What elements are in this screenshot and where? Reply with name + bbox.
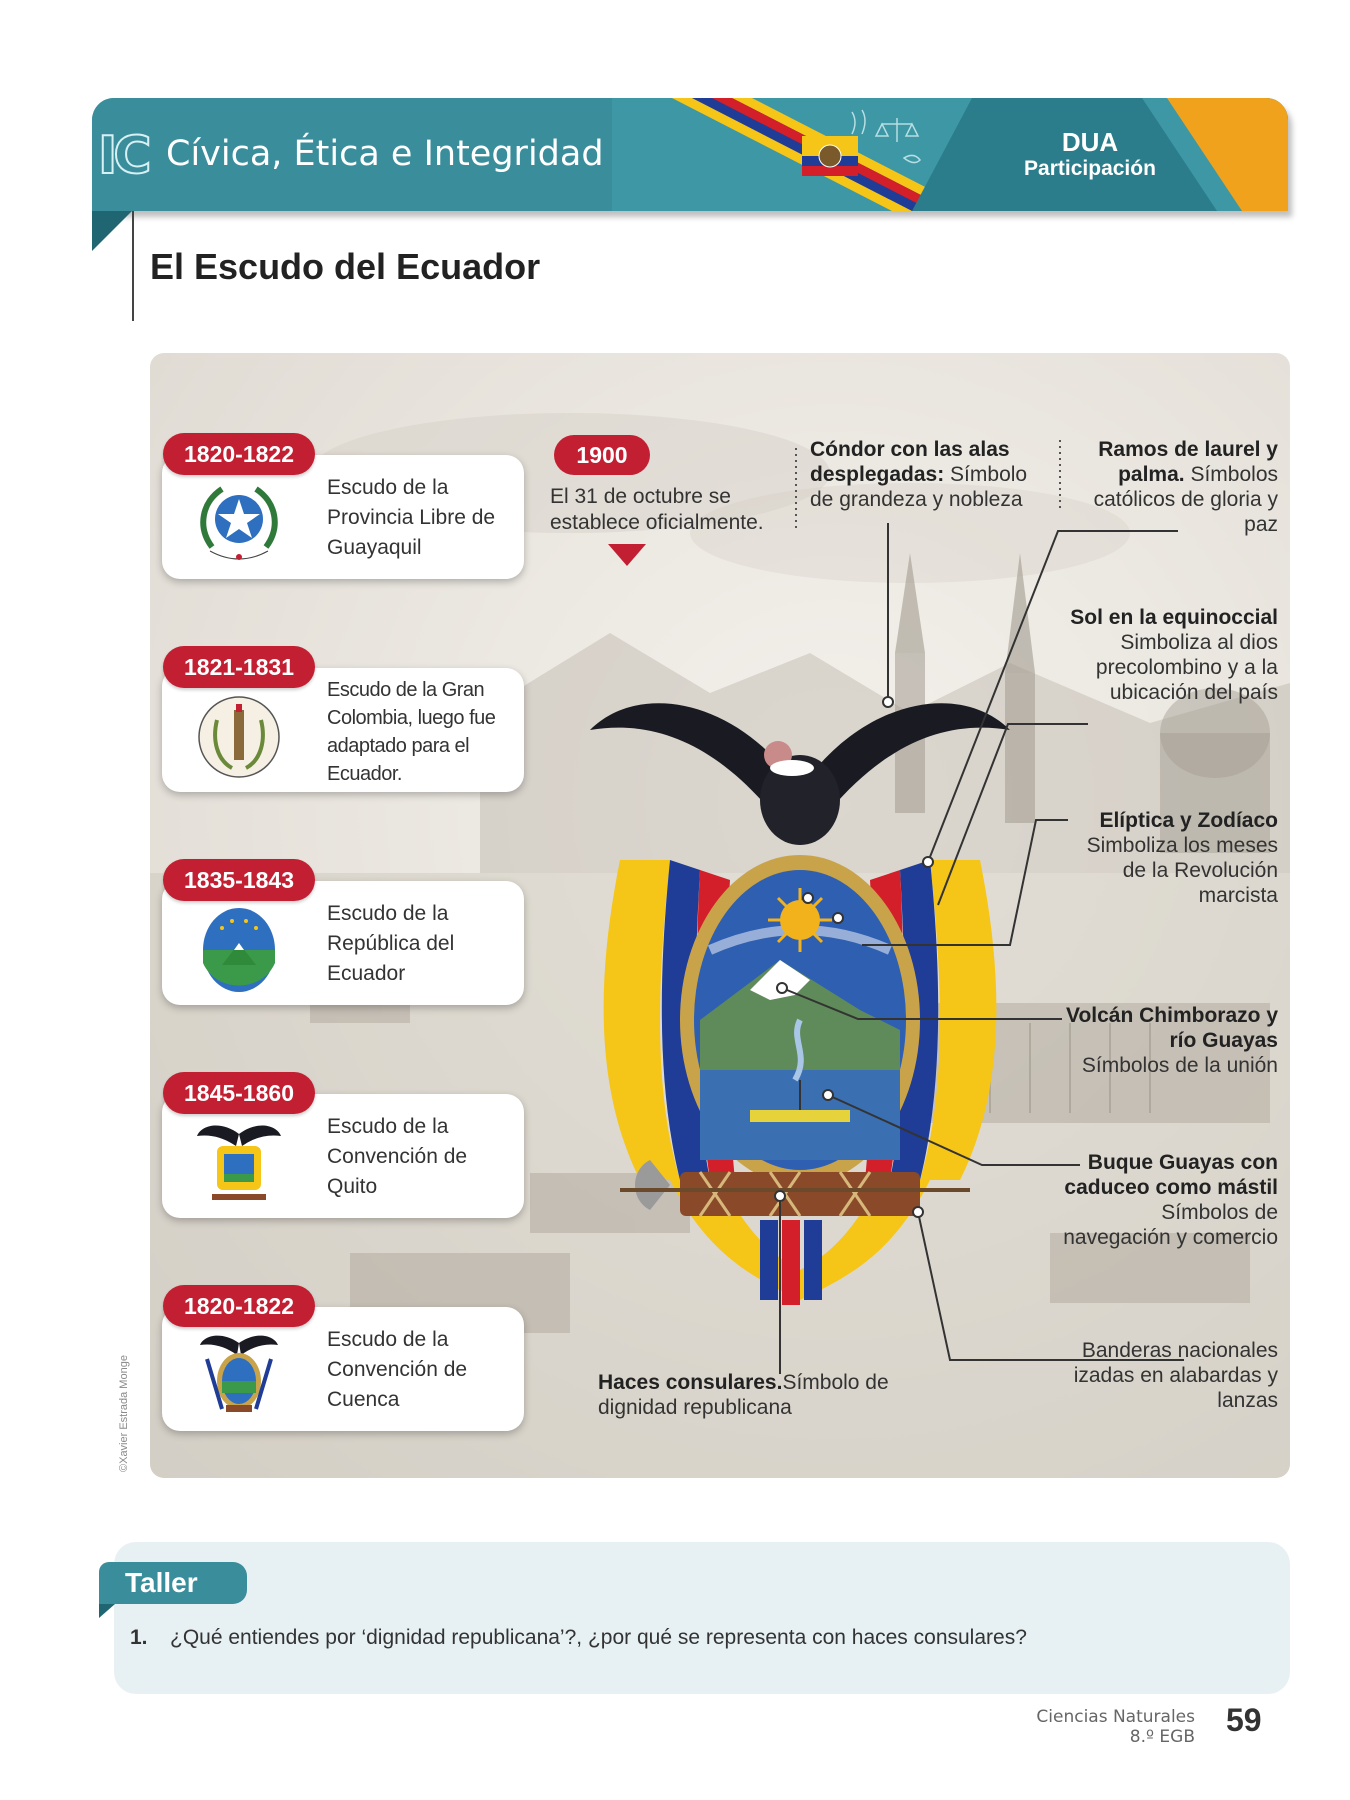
label-volcan-title: Volcán Chimborazo y río Guayas <box>1066 1004 1278 1052</box>
label-eliptica <box>1060 808 1278 908</box>
label-volcan-desc: Símbolos de la unión <box>1081 1054 1278 1077</box>
taller-tab: Taller <box>99 1562 247 1604</box>
convencion-cuenca-shield-icon <box>192 1329 286 1423</box>
timeline-card-4-text: Escudo de la Convención de Quito <box>327 1115 468 1198</box>
label-condor-title: Cóndor con las alas desplegadas: <box>810 438 1010 486</box>
label-buque-desc: Símbolos de navegación y comercio <box>1063 1201 1278 1249</box>
down-arrow-icon <box>608 544 646 566</box>
ic-logo: IC <box>98 126 148 186</box>
label-ramos-desc: Símbolos católicos de gloria y paz <box>1093 463 1278 536</box>
timeline-year-5: 1820-1822 <box>163 1285 315 1327</box>
label-buque-title: Buque Guayas con caduceo como mástil <box>1064 1151 1278 1199</box>
label-eliptica-title: Elíptica y Zodíaco <box>1099 809 1278 832</box>
timeline-year-4: 1845-1860 <box>163 1072 315 1114</box>
question-number: 1. <box>130 1626 148 1649</box>
timeline-card-3-text: Escudo de la República del Ecuador <box>327 902 455 985</box>
label-sol-title: Sol en la equinoccial <box>1070 606 1278 629</box>
participation-text: Participación <box>1024 157 1156 180</box>
label-banderas-desc: Banderas nacionales izadas en alabardas y lanzas <box>1073 1339 1278 1412</box>
label-banderas <box>1072 1338 1278 1413</box>
footer-subject-name: Ciencias Naturales <box>1036 1707 1195 1727</box>
image-credit: ©Xavier Estrada Monge <box>118 1355 130 1472</box>
label-haces-desc: Símbolo de dignidad republicana <box>598 1371 889 1419</box>
label-ramos <box>1070 437 1278 537</box>
timeline-year-2: 1821-1831 <box>163 646 315 688</box>
timeline-card-2-text: Escudo de la Gran Colombia, luego fue adaptado para el Ecuador. <box>327 679 496 785</box>
page-title: El Escudo del Ecuador <box>150 246 541 287</box>
taller-tab-fold <box>99 1604 115 1618</box>
gran-colombia-shield-icon <box>192 690 286 784</box>
official-year-text: El 31 de octubre se establece oficialmente. <box>550 485 764 534</box>
taller-box <box>114 1542 1290 1694</box>
section-title: Cívica, Ética e Integridad <box>166 134 604 174</box>
question-text: ¿Qué entiendes por ‘dignidad republicana’?, ¿por qué se representa con haces consulares? <box>170 1626 1027 1649</box>
label-haces-title: Haces consulares. <box>598 1371 783 1394</box>
timeline-card-1-text: Escudo de la Provincia Libre de Guayaquil <box>327 476 496 559</box>
timeline-card-5-text: Escudo de la Convención de Cuenca <box>327 1328 468 1411</box>
dua-text: DUA <box>1061 127 1119 157</box>
label-volcan <box>1058 1003 1278 1078</box>
label-haces <box>598 1370 908 1420</box>
label-sol <box>1060 605 1278 705</box>
label-sol-desc: Simboliza al dios precolombino y a la ubicación del país <box>1095 631 1278 704</box>
convencion-quito-shield-icon <box>192 1116 286 1210</box>
official-year-badge: 1900 <box>554 435 650 475</box>
label-condor-desc: Símbolo de grandeza y nobleza <box>810 463 1028 511</box>
label-buque <box>1056 1150 1278 1250</box>
footer-subject <box>1036 1707 1195 1747</box>
label-eliptica-desc: Simboliza los meses de la Revolución marcista <box>1086 834 1278 907</box>
label-condor <box>810 437 1055 512</box>
timeline-year-1: 1820-1822 <box>163 433 315 475</box>
timeline-year-3: 1835-1843 <box>163 859 315 901</box>
republica-shield-icon <box>192 903 286 997</box>
label-ramos-title: Ramos de laurel y palma. <box>1098 438 1278 486</box>
guayaquil-shield-icon <box>192 477 286 571</box>
footer-grade: 8.º EGB <box>1129 1727 1195 1747</box>
page-number: 59 <box>1226 1702 1262 1738</box>
